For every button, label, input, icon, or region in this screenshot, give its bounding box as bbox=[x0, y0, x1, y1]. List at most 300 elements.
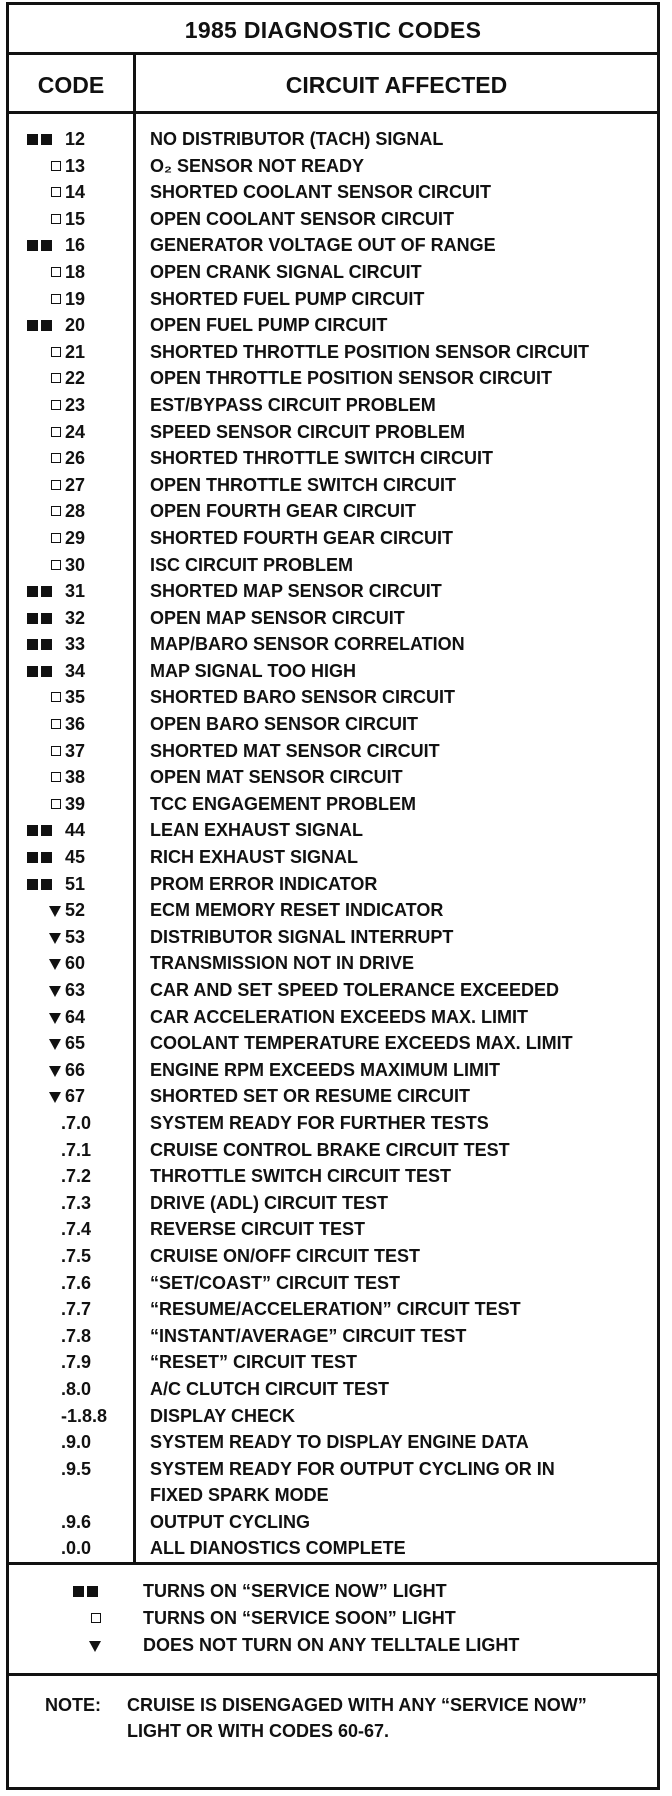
code-number: .7.9 bbox=[61, 1352, 92, 1373]
light-marker bbox=[27, 711, 63, 738]
code-number: 64 bbox=[65, 1006, 86, 1027]
light-marker bbox=[27, 232, 63, 259]
code-cell bbox=[9, 232, 127, 259]
code-cell bbox=[9, 286, 127, 313]
no-light-triangle-icon bbox=[49, 986, 61, 997]
circuit-description-text: DRIVE (ADL) CIRCUIT TEST bbox=[150, 1192, 388, 1213]
light-marker bbox=[27, 950, 63, 977]
table-row bbox=[9, 977, 657, 1004]
circuit-description-text: CAR AND SET SPEED TOLERANCE EXCEEDED bbox=[150, 980, 560, 1000]
code-cell bbox=[9, 339, 127, 366]
code-number: .7.8 bbox=[61, 1325, 92, 1346]
code-cell bbox=[9, 1376, 127, 1403]
circuit-description bbox=[150, 525, 649, 552]
table-row bbox=[9, 1349, 657, 1376]
circuit-description-text: CRUISE ON/OFF CIRCUIT TEST bbox=[150, 1245, 420, 1266]
circuit-description bbox=[150, 1083, 649, 1110]
table-row bbox=[9, 1535, 657, 1562]
circuit-description-text: A/C CLUTCH CIRCUIT TEST bbox=[150, 1378, 389, 1399]
code-cell bbox=[9, 844, 127, 871]
circuit-description bbox=[150, 153, 649, 180]
light-marker bbox=[27, 924, 63, 951]
circuit-description-text: OPEN FUEL PUMP CIRCUIT bbox=[150, 315, 388, 336]
service-now-square-icon bbox=[73, 1586, 84, 1597]
circuit-description-text: SYSTEM READY FOR OUTPUT CYCLING OR IN bbox=[150, 1458, 555, 1479]
legend-divider bbox=[9, 1562, 657, 1565]
code-cell bbox=[9, 1243, 127, 1270]
legend-item bbox=[9, 1632, 657, 1659]
service-now-square-icon bbox=[41, 320, 52, 331]
code-cell bbox=[9, 711, 127, 738]
circuit-description bbox=[150, 445, 649, 472]
code-number: .7.1 bbox=[61, 1139, 92, 1160]
table-row bbox=[9, 711, 657, 738]
table-row bbox=[9, 153, 657, 180]
legend-marker bbox=[79, 1605, 103, 1632]
table-row bbox=[9, 897, 657, 924]
code-cell bbox=[9, 1163, 127, 1190]
service-soon-square-icon bbox=[51, 294, 61, 304]
service-soon-square-icon bbox=[51, 480, 61, 490]
note-divider bbox=[9, 1673, 657, 1676]
code-cell bbox=[9, 1137, 127, 1164]
table-row bbox=[9, 1110, 657, 1137]
light-marker bbox=[27, 1004, 63, 1031]
circuit-description bbox=[150, 1509, 649, 1536]
light-marker bbox=[27, 578, 63, 605]
service-now-square-icon bbox=[41, 586, 52, 597]
circuit-description-text: SYSTEM READY TO DISPLAY ENGINE DATA bbox=[150, 1432, 529, 1453]
circuit-description-text: OPEN COOLANT SENSOR CIRCUIT bbox=[150, 208, 455, 229]
table-row bbox=[9, 684, 657, 711]
service-now-square-icon bbox=[27, 879, 38, 890]
circuit-description bbox=[150, 1535, 649, 1562]
code-number: 67 bbox=[65, 1086, 86, 1107]
table-row bbox=[9, 1243, 657, 1270]
code-number: 36 bbox=[65, 714, 86, 735]
service-now-square-icon bbox=[27, 825, 38, 836]
code-number: .8.0 bbox=[61, 1378, 92, 1399]
code-number: .9.0 bbox=[61, 1432, 92, 1453]
light-marker bbox=[27, 206, 63, 233]
circuit-column-header: CIRCUIT AFFECTED bbox=[285, 72, 508, 98]
circuit-description bbox=[150, 1296, 649, 1323]
circuit-description-text: PROM ERROR INDICATOR bbox=[150, 873, 378, 894]
circuit-description-text: COOLANT TEMPERATURE EXCEEDS MAX. LIMIT bbox=[150, 1033, 573, 1054]
table-row bbox=[9, 126, 657, 153]
table-row bbox=[9, 817, 657, 844]
light-marker bbox=[27, 525, 63, 552]
legend bbox=[9, 1578, 657, 1659]
table-row bbox=[9, 1030, 657, 1057]
service-now-square-icon bbox=[27, 240, 38, 251]
circuit-description bbox=[150, 1376, 649, 1403]
table-row bbox=[9, 552, 657, 579]
circuit-description bbox=[150, 817, 649, 844]
table-row bbox=[9, 1190, 657, 1217]
code-number: 14 bbox=[65, 182, 86, 203]
code-number: 24 bbox=[65, 421, 86, 442]
light-marker bbox=[27, 419, 63, 446]
code-number: 15 bbox=[65, 208, 86, 229]
code-number: .7.0 bbox=[61, 1112, 92, 1133]
table-row bbox=[9, 259, 657, 286]
circuit-description bbox=[150, 472, 649, 499]
code-number: 66 bbox=[65, 1059, 86, 1080]
table-row bbox=[9, 498, 657, 525]
code-column-header: CODE bbox=[37, 72, 105, 98]
circuit-description bbox=[150, 498, 649, 525]
service-soon-square-icon bbox=[51, 267, 61, 277]
circuit-description bbox=[150, 1349, 649, 1376]
circuit-description-text: “RESET” CIRCUIT TEST bbox=[150, 1352, 358, 1373]
circuit-description-text: SHORTED MAP SENSOR CIRCUIT bbox=[150, 581, 442, 602]
table-row bbox=[9, 1057, 657, 1084]
code-number: .7.3 bbox=[61, 1192, 92, 1213]
table-row bbox=[9, 1323, 657, 1350]
table-row bbox=[9, 365, 657, 392]
table-row bbox=[9, 1429, 657, 1456]
code-number: 23 bbox=[65, 394, 86, 415]
light-marker bbox=[27, 1243, 63, 1270]
light-marker bbox=[27, 1110, 63, 1137]
legend-marker bbox=[79, 1632, 103, 1659]
legend-marker bbox=[73, 1578, 103, 1605]
circuit-description bbox=[150, 1403, 649, 1430]
circuit-description-text: TCC ENGAGEMENT PROBLEM bbox=[150, 793, 417, 814]
light-marker bbox=[27, 1349, 63, 1376]
code-cell bbox=[9, 365, 127, 392]
code-cell bbox=[9, 605, 127, 632]
table-row bbox=[9, 1509, 657, 1536]
service-now-square-icon bbox=[41, 240, 52, 251]
service-now-square-icon bbox=[41, 879, 52, 890]
circuit-description bbox=[150, 1429, 649, 1456]
light-marker bbox=[27, 977, 63, 1004]
circuit-description-text: OPEN CRANK SIGNAL CIRCUIT bbox=[150, 261, 422, 282]
code-cell bbox=[9, 179, 127, 206]
no-light-triangle-icon bbox=[49, 1092, 61, 1103]
code-number: 12 bbox=[65, 129, 86, 149]
table-row bbox=[9, 1403, 657, 1430]
table-row bbox=[9, 472, 657, 499]
circuit-description-text: ENGINE RPM EXCEEDS MAXIMUM LIMIT bbox=[150, 1059, 501, 1080]
circuit-description-text: ALL DIANOSTICS COMPLETE bbox=[150, 1538, 406, 1559]
light-marker bbox=[27, 179, 63, 206]
light-marker bbox=[27, 738, 63, 765]
service-soon-square-icon bbox=[51, 719, 61, 729]
code-cell bbox=[9, 738, 127, 765]
light-marker bbox=[27, 1190, 63, 1217]
light-marker bbox=[27, 1509, 63, 1536]
code-cell bbox=[9, 392, 127, 419]
table-row bbox=[9, 1216, 657, 1243]
circuit-description-text: THROTTLE SWITCH CIRCUIT TEST bbox=[150, 1166, 451, 1187]
code-cell bbox=[9, 1190, 127, 1217]
table-row bbox=[9, 631, 657, 658]
circuit-description-text: SHORTED FOURTH GEAR CIRCUIT bbox=[150, 527, 453, 548]
no-light-triangle-icon bbox=[49, 959, 61, 970]
code-number: 44 bbox=[65, 820, 86, 841]
circuit-description bbox=[150, 206, 649, 233]
circuit-description-text: O₂ SENSOR NOT READY bbox=[150, 155, 365, 176]
code-number: 21 bbox=[65, 341, 86, 362]
code-cell bbox=[9, 791, 127, 818]
circuit-description-text: “INSTANT/AVERAGE” CIRCUIT TEST bbox=[150, 1325, 467, 1346]
light-marker bbox=[27, 259, 63, 286]
circuit-description bbox=[150, 578, 649, 605]
code-number: 32 bbox=[65, 607, 86, 628]
circuit-description-text: DISPLAY CHECK bbox=[150, 1405, 296, 1426]
light-marker bbox=[27, 1137, 63, 1164]
light-marker bbox=[27, 126, 63, 153]
table-row bbox=[9, 179, 657, 206]
circuit-description bbox=[150, 419, 649, 446]
circuit-description bbox=[150, 1030, 649, 1057]
code-cell bbox=[9, 1535, 127, 1562]
service-soon-square-icon bbox=[51, 187, 61, 197]
light-marker bbox=[27, 658, 63, 685]
circuit-description-text: EST/BYPASS CIRCUIT PROBLEM bbox=[150, 394, 436, 415]
code-cell bbox=[9, 950, 127, 977]
code-cell bbox=[9, 1110, 127, 1137]
table-row bbox=[9, 419, 657, 446]
code-number: 38 bbox=[65, 767, 86, 788]
light-marker bbox=[27, 897, 63, 924]
code-number: 18 bbox=[65, 261, 86, 282]
table-row bbox=[9, 1083, 657, 1110]
circuit-description-text: REVERSE CIRCUIT TEST bbox=[150, 1219, 366, 1240]
light-marker bbox=[27, 1270, 63, 1297]
service-now-square-icon bbox=[41, 639, 52, 650]
service-now-square-icon bbox=[27, 639, 38, 650]
light-marker bbox=[27, 1323, 63, 1350]
circuit-description-text: CAR ACCELERATION EXCEEDS MAX. LIMIT bbox=[150, 1006, 529, 1027]
diagnostic-codes-table bbox=[6, 2, 660, 1790]
no-light-triangle-icon bbox=[49, 1013, 61, 1024]
service-soon-square-icon bbox=[51, 400, 61, 410]
code-number: 28 bbox=[65, 501, 86, 522]
no-light-triangle-icon bbox=[89, 1641, 101, 1652]
service-now-square-icon bbox=[27, 586, 38, 597]
circuit-description bbox=[150, 312, 649, 339]
service-soon-square-icon bbox=[51, 772, 61, 782]
no-light-triangle-icon bbox=[49, 933, 61, 944]
light-marker bbox=[27, 1376, 63, 1403]
service-soon-square-icon bbox=[51, 453, 61, 463]
light-marker bbox=[27, 392, 63, 419]
circuit-description bbox=[150, 1243, 649, 1270]
light-marker bbox=[27, 1535, 63, 1562]
circuit-description-text: GENERATOR VOLTAGE OUT OF RANGE bbox=[150, 235, 496, 256]
light-marker bbox=[27, 817, 63, 844]
table-row bbox=[9, 871, 657, 898]
circuit-description bbox=[150, 844, 649, 871]
circuit-description bbox=[150, 711, 649, 738]
light-marker bbox=[27, 339, 63, 366]
code-cell bbox=[9, 1083, 127, 1110]
service-soon-square-icon bbox=[51, 214, 61, 224]
code-cell bbox=[9, 206, 127, 233]
circuit-description bbox=[150, 552, 649, 579]
light-marker bbox=[27, 871, 63, 898]
code-cell bbox=[9, 817, 127, 844]
table-row bbox=[9, 1270, 657, 1297]
circuit-description bbox=[150, 1216, 649, 1243]
code-number: 34 bbox=[65, 660, 86, 681]
note-text: CRUISE IS DISENGAGED WITH ANY “SERVICE NOW” LIGHT OR WITH CODES 60-67. bbox=[127, 1695, 587, 1741]
light-marker bbox=[27, 1429, 63, 1456]
table-row bbox=[9, 339, 657, 366]
circuit-description bbox=[150, 1190, 649, 1217]
legend-text: DOES NOT TURN ON ANY TELLTALE LIGHT bbox=[143, 1635, 520, 1655]
circuit-description bbox=[150, 1110, 649, 1137]
code-number: 30 bbox=[65, 554, 86, 575]
circuit-description-text: DISTRIBUTOR SIGNAL INTERRUPT bbox=[150, 926, 454, 947]
code-cell bbox=[9, 1216, 127, 1243]
circuit-description-text: CRUISE CONTROL BRAKE CIRCUIT TEST bbox=[150, 1139, 510, 1160]
circuit-description bbox=[150, 286, 649, 313]
note-label: NOTE: bbox=[45, 1695, 101, 1715]
code-cell bbox=[9, 552, 127, 579]
circuit-description-text: SPEED SENSOR CIRCUIT PROBLEM bbox=[150, 421, 466, 442]
light-marker bbox=[27, 1456, 63, 1483]
circuit-description-text: MAP SIGNAL TOO HIGH bbox=[150, 660, 357, 681]
code-cell bbox=[9, 153, 127, 180]
light-marker bbox=[27, 1296, 63, 1323]
code-cell bbox=[9, 897, 127, 924]
table-row bbox=[9, 1137, 657, 1164]
table-row bbox=[9, 1296, 657, 1323]
code-number: .7.7 bbox=[61, 1299, 92, 1320]
circuit-description-text: OPEN THROTTLE POSITION SENSOR CIRCUIT bbox=[150, 368, 553, 389]
light-marker bbox=[27, 472, 63, 499]
code-cell bbox=[9, 445, 127, 472]
code-cell bbox=[9, 1270, 127, 1297]
circuit-description-text: OPEN FOURTH GEAR CIRCUIT bbox=[150, 501, 417, 522]
table-row bbox=[9, 525, 657, 552]
code-cell bbox=[9, 1509, 127, 1536]
code-number: .9.5 bbox=[61, 1458, 92, 1479]
code-number: 16 bbox=[65, 235, 86, 256]
circuit-description bbox=[150, 1456, 649, 1509]
code-number: 53 bbox=[65, 926, 86, 947]
circuit-description-text: LEAN EXHAUST SIGNAL bbox=[150, 820, 364, 841]
table-row bbox=[9, 1456, 657, 1509]
service-soon-square-icon bbox=[51, 560, 61, 570]
code-cell bbox=[9, 684, 127, 711]
service-soon-square-icon bbox=[51, 373, 61, 383]
light-marker bbox=[27, 1403, 63, 1430]
code-number: 52 bbox=[65, 900, 86, 921]
circuit-description-text: OPEN MAP SENSOR CIRCUIT bbox=[150, 607, 405, 628]
code-cell bbox=[9, 977, 127, 1004]
circuit-description-text: SHORTED THROTTLE SWITCH CIRCUIT bbox=[150, 448, 493, 469]
code-number: 22 bbox=[65, 368, 86, 389]
circuit-description bbox=[150, 950, 649, 977]
circuit-description-text: NO DISTRIBUTOR (TACH) SIGNAL bbox=[150, 129, 444, 149]
circuit-description bbox=[150, 605, 649, 632]
code-number: 26 bbox=[65, 448, 86, 469]
circuit-description bbox=[150, 1004, 649, 1031]
service-now-square-icon bbox=[87, 1586, 98, 1597]
service-now-square-icon bbox=[27, 320, 38, 331]
code-number: 20 bbox=[65, 315, 86, 336]
circuit-description bbox=[150, 977, 649, 1004]
header-divider bbox=[9, 111, 657, 114]
no-light-triangle-icon bbox=[49, 1039, 61, 1050]
code-number: 65 bbox=[65, 1033, 86, 1054]
circuit-description bbox=[150, 684, 649, 711]
service-now-square-icon bbox=[41, 613, 52, 624]
light-marker bbox=[27, 1216, 63, 1243]
code-cell bbox=[9, 1349, 127, 1376]
light-marker bbox=[27, 445, 63, 472]
code-cell bbox=[9, 658, 127, 685]
light-marker bbox=[27, 286, 63, 313]
light-marker bbox=[27, 764, 63, 791]
circuit-description bbox=[150, 1323, 649, 1350]
light-marker bbox=[27, 844, 63, 871]
light-marker bbox=[27, 1030, 63, 1057]
service-now-square-icon bbox=[41, 134, 52, 145]
circuit-description-text: MAP/BARO SENSOR CORRELATION bbox=[150, 634, 465, 655]
circuit-description bbox=[150, 1163, 649, 1190]
service-now-square-icon bbox=[27, 852, 38, 863]
light-marker bbox=[27, 312, 63, 339]
legend-item bbox=[9, 1605, 657, 1632]
circuit-description-text: “SET/COAST” CIRCUIT TEST bbox=[150, 1272, 401, 1293]
circuit-description bbox=[150, 179, 649, 206]
code-number: 45 bbox=[65, 847, 86, 868]
code-number: 13 bbox=[65, 155, 86, 176]
code-cell bbox=[9, 1456, 127, 1483]
service-now-square-icon bbox=[41, 825, 52, 836]
no-light-triangle-icon bbox=[49, 1066, 61, 1077]
table-row bbox=[9, 1376, 657, 1403]
code-number: 31 bbox=[65, 581, 86, 602]
code-number: .7.5 bbox=[61, 1245, 92, 1266]
table-row bbox=[9, 578, 657, 605]
circuit-description-text: OPEN MAT SENSOR CIRCUIT bbox=[150, 767, 403, 788]
no-light-triangle-icon bbox=[49, 906, 61, 917]
legend-item bbox=[9, 1578, 657, 1605]
legend-text: TURNS ON “SERVICE NOW” LIGHT bbox=[143, 1581, 447, 1601]
service-now-square-icon bbox=[27, 613, 38, 624]
table-row bbox=[9, 445, 657, 472]
code-cell bbox=[9, 525, 127, 552]
circuit-description bbox=[150, 764, 649, 791]
code-number: 27 bbox=[65, 474, 86, 495]
light-marker bbox=[27, 1083, 63, 1110]
circuit-description-text: SHORTED THROTTLE POSITION SENSOR CIRCUIT bbox=[150, 341, 590, 362]
circuit-description bbox=[150, 791, 649, 818]
circuit-description bbox=[150, 126, 649, 153]
code-number: 51 bbox=[65, 873, 86, 894]
table-row bbox=[9, 658, 657, 685]
circuit-description-text: SHORTED FUEL PUMP CIRCUIT bbox=[150, 288, 425, 309]
code-cell bbox=[9, 312, 127, 339]
code-number: 33 bbox=[65, 634, 86, 655]
circuit-description bbox=[150, 392, 649, 419]
circuit-description-text: SYSTEM READY FOR FURTHER TESTS bbox=[150, 1112, 489, 1133]
service-soon-square-icon bbox=[51, 161, 61, 171]
code-number: .9.6 bbox=[61, 1511, 92, 1532]
code-cell bbox=[9, 1403, 127, 1430]
table-row bbox=[9, 605, 657, 632]
circuit-description bbox=[150, 232, 649, 259]
circuit-description bbox=[150, 365, 649, 392]
